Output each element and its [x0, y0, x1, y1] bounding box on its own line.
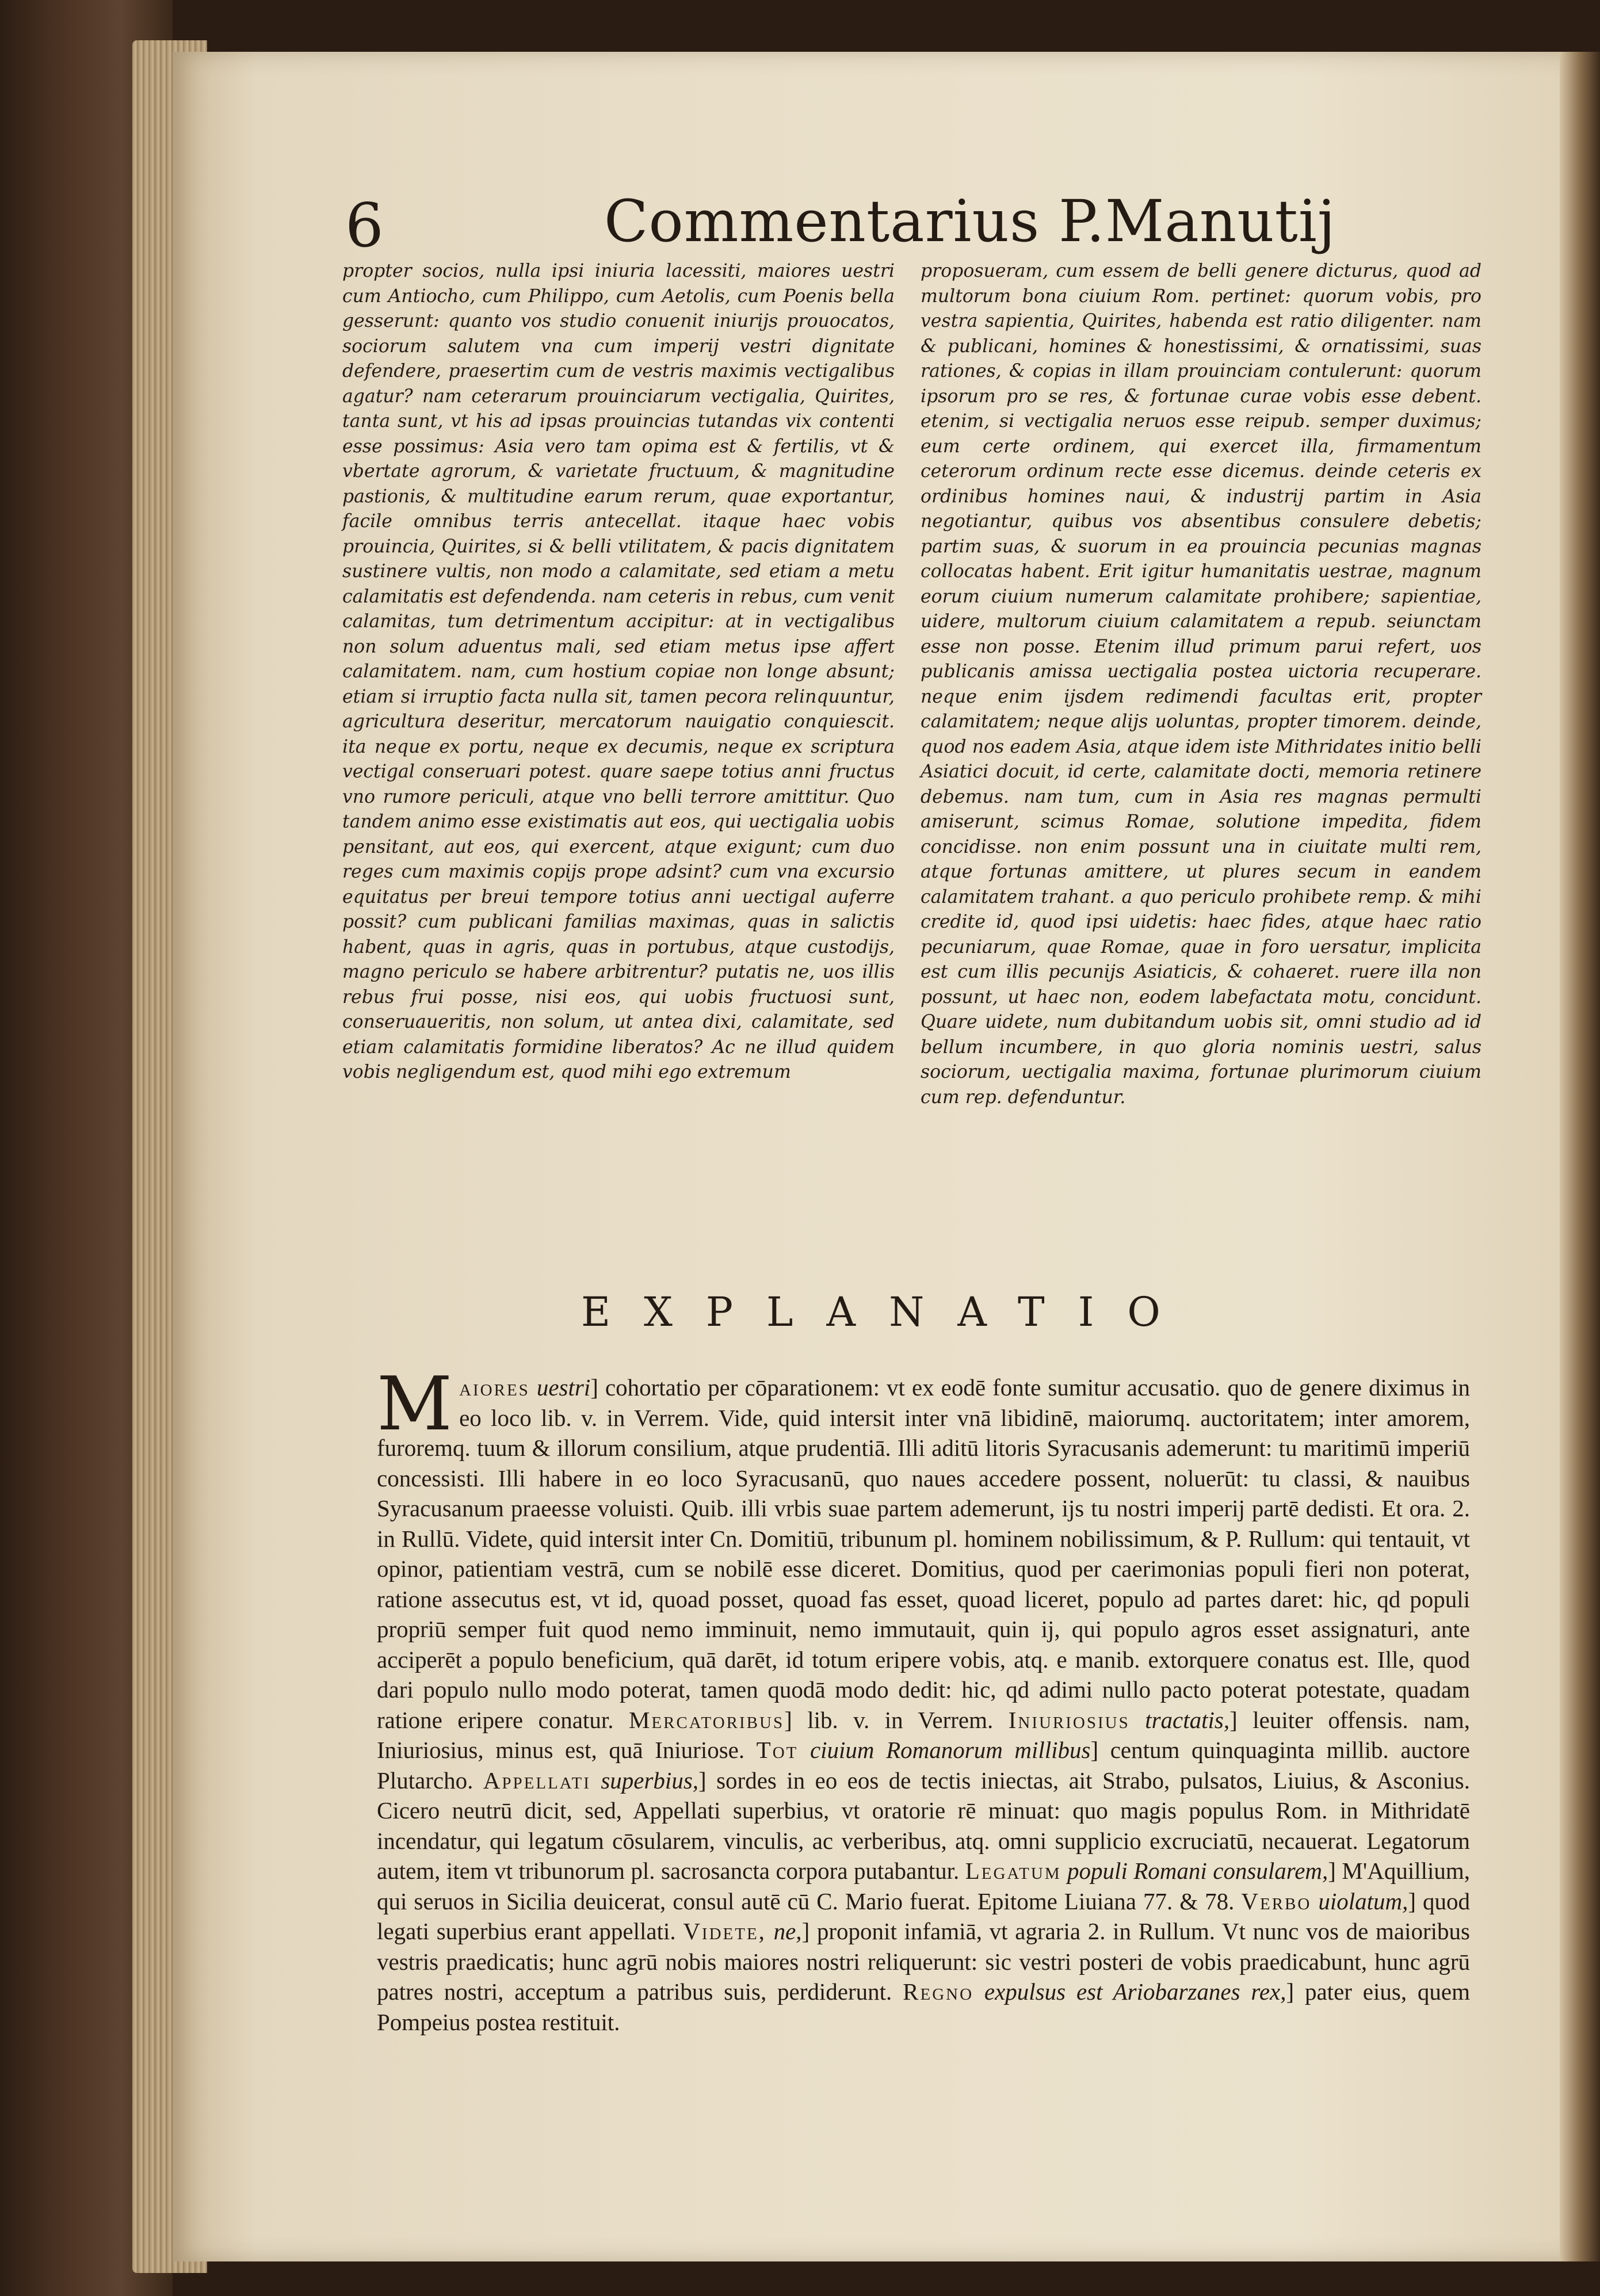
- lemma: Legatum: [965, 1858, 1061, 1884]
- section-heading: EXPLANATIO: [581, 1288, 1194, 1336]
- commentary-text: ] sordes in eo eos de tectis iniectas, ait Strabo, pulsatos, Liuius, & Asconius. Cicero neutrū dicit, sed, Appellati superbius, vt oratorie rē minuat: quo magis populus Rom. in Mithridatē incendatur, qui legatum cōsularem, vinculis, ac verberibus, atq. omni supplicio excruciatū, necauerat. Legatorum autem, item vt tribunorum pl. sacrosancta corpora putabantur.: [377, 1767, 1471, 1884]
- lemma-italic: superbius,: [601, 1767, 699, 1794]
- commentary-text: ] lib. v. in Verrem.: [784, 1706, 994, 1733]
- lemma-italic: uestri: [536, 1374, 591, 1401]
- lemma: Appellati: [483, 1767, 591, 1794]
- lemma-italic: tractatis,: [1145, 1706, 1230, 1733]
- commentary-text: ] M'Aquillium, qui seruos in Sicilia deuicerat, consul autē cū C. Mario fuerat. Epitome Liuiana 77. & 78.: [377, 1858, 1471, 1914]
- book-gutter: [1560, 52, 1600, 2261]
- lemma: Verbo: [1241, 1887, 1312, 1914]
- commentary-text: ] leuiter offensis. nam, Iniuriosius, minus est, quā Iniuriose.: [377, 1706, 1471, 1763]
- commentary-text: ] centum quinquaginta millib. auctore Plutarcho.: [377, 1737, 1470, 1794]
- page-number: 6: [345, 190, 384, 261]
- oration-right-column: proposueram, cum essem de belli genere dicturus, quod ad multorum bona ciuium Rom. pertinet: quorum vobis, pro vestra sapientia, Quirites, habenda est ratio diligenter. nam & publicani, homines & honestissimi, & ornatissimi, suas rationes, & copias in illam prouinciam contulerunt: quorum ipsorum pro se res, & fortunae curae vobis esse debent. etenim, si vectigalia neruos esse reipub. semper duximus; eum certe ordinem, qui exercet illa, firmamentum ceterorum ordinum recte esse dicemus. deinde ceteris ex ordinibus homines naui, & industrij partim in Asia negotiantur, quibus vos absentibus consulere debetis; partim suas, & suorum in ea prouincia pecunias magnas collocatas habent. Erit igitur humanitatis uestrae, magnum eorum ciuium numerum calamitate prohibere; sapientiae, uidere, multorum ciuium calamitatem a repub. seiunctam esse non posse. Etenim illud primum parui refert, uos publicanis amissa uectigalia postea uictoria recuperare. neque enim ijsdem redimendi facultas erit, propter calamitatem; neque alijs uoluntas, propter timorem. deinde, quod nos eadem Asia, atque idem iste Mithridates initio belli Asiatici docuit, id certe, calamitate docti, memoria retinere debemus. nam tum, cum in Asia res magnas permulti amiserunt, scimus Romae, solutione impedita, fidem concidisse. non enim possunt una in ciuitate multi rem, atque fortunas amittere, ut plures secum in eandem calamitatem trahant. a quo periculo prohibete remp. & mihi credite id, quod ipsi uidetis: haec fides, atque haec ratio pecuniarum, quae Romae, quae in foro uersatur, implicita est cum illis pecunijs Asiaticis, & cohaeret. ruere illa non possunt, ut haec non, eodem labefactata motu, concidunt. Quare uidete, num dubitandum uobis sit, omni studio ad id bellum incumbere, in quo gloria nominis uestri, salus sociorum, uectigalia maxima, fortunae plurimorum ciuium cum rep. defenduntur.: [921, 261, 1481, 1108]
- lemma: Tot: [756, 1737, 799, 1763]
- lemma-italic: uiolatum,: [1318, 1887, 1408, 1914]
- oration-left-column: propter socios, nulla ipsi iniuria lacessiti, maiores uestri cum Antiocho, cum Philippo, cum Aetolis, cum Poenis bella gesserunt: quanto vos studio conuenit iniurijs prouocatos, sociorum salutem vna cum imperij vestri dignitate defendere, praesertim cum de vestris maximis vectigalibus agatur? nam ceterarum prouinciarum vectigalia, Quirites, tanta sunt, vt his ad ipsas prouincias tutandas vix contenti esse possimus: Asia vero tam opima est & fertilis, vt & vbertate agrorum, & varietate fructuum, & magnitudine pastionis, & multitudine earum rerum, quae exportantur, facile omnibus terris antecellat. itaque haec vobis prouincia, Quirites, si & belli vtilitatem, & pacis dignitatem sustinere vultis, non modo a calamitate, sed etiam a metu calamitatis est defendenda. nam ceteris in rebus, cum venit calamitas, tum detrimentum accipitur: at in vectigalibus non solum aduentus mali, sed etiam metus ipse affert calamitatem. nam, cum hostium copiae non longe absunt; etiam si irruptio facta nulla sit, tamen pecora relinquuntur, agricultura deseritur, mercatorum nauigatio conquiescit. ita neque ex portu, neque ex decumis, neque ex scriptura vectigal conseruari potest. quare saepe totius anni fructus vno rumore periculi, atque vno belli terrore amittitur. Quo tandem animo esse existimatis aut eos, qui uectigalia uobis pensitant, aut eos, qui exercent, atque exigunt; cum duo reges cum maximis copijs prope adsint? cum vna excursio equitatus per breui tempore totius anni uectigal auferre possit? cum publicani familias maximas, quas in salictis habent, quas in agris, quas in portubus, atque custodijs, magno periculo se habere arbitrentur? putatis ne, uos illis rebus frui posse, nisi eos, qui uobis fructuosi sunt, conseruaueritis, non solum, ut antea dixi, calamitate, sed etiam calamitatis formidine liberatos? Ac ne illud quidem vobis negligendum est, quod mihi ego extremum: [342, 261, 895, 1082]
- commentary-text: ] quod legati superbius erant appellati.: [377, 1887, 1471, 1944]
- drop-cap: M: [377, 1361, 453, 1447]
- lemma: Mercatoribus: [628, 1706, 785, 1733]
- running-title: Commentarius P.Manutij: [604, 188, 1336, 255]
- commentary-block: [377, 1361, 1471, 2037]
- commentary-text: ] cohortatio per cōparationem: vt ex eodē fonte sumitur accusatio. quo de genere diximus in eo loco lib. v. in Verrem. Vide, quid intersit inter vnā libidinē, maiorumq. auctoritatem; inter amorem, furoremq. tuum & illorum consilium, atque prudentiā. Illi aditū litoris Syracusanis ademerunt: tu maritimū imperiū concessisti. Illi habere in eo loco Syracusanū, quo naues accedere possent, noluerūt: tu classi, & nauibus Syracusanum praeesse voluisti. Quib. illi vrbis suae partem ademerunt, ijs tu nostri imperij partē dedisti. Et ora. 2. in Rullū. Videte, quid intersit inter Cn. Domitiū, tribunum pl. hominem nobilissimum, & P. Rullum: qui tentauit, vt opinor, patientiam vestrā, cum se nobilē esse diceret. Domitius, quod per caerimonias populi fieri non poterat, ratione assecutus est, vt id, quoad posset, quoad fas esset, quoad liceret, populo ad partes daret: hic, qd populi propriū semper fuit quod nemo imminuit, nemo immutauit, quin ij, qui populo agros esset assignaturi, ante acciperēt a populo beneficium, quā darēt, id totum eripere vobis, atq. e manib. extorquere conatus est. Ille, quod dari populo nullo modo poterat, tamen quodā modo dedit: hic, qd adimi nullo pacto poterat potestate, quadam ratione eripere conatur.: [377, 1374, 1470, 1733]
- lemma: Iniuriosius: [1008, 1706, 1130, 1733]
- lemma-italic: populi Romani consularem,: [1067, 1858, 1328, 1884]
- commentary-text: ] proponit infamiā, vt agraria 2. in Rullum. Vt nunc vos de maioribus vestris praedicatis; hunc agrū nobis maiores nostri reliquerunt: sic vestri posteri de vobis praedicabunt, hunc agrū patres nostri, acceptum a patribus suis, perdiderunt.: [377, 1918, 1471, 2005]
- commentary-text: ] pater eius, quem Pompeius postea restituit.: [377, 1978, 1471, 2035]
- lemma: Regno: [903, 1978, 974, 2005]
- lemma: aiores: [459, 1374, 530, 1401]
- lemma-italic: ne,: [773, 1918, 802, 1944]
- lemma-italic: expulsus est Ariobarzanes rex,: [984, 1978, 1286, 2005]
- lemma-italic: ciuium Romanorum millibus: [809, 1737, 1091, 1763]
- lemma: Videte,: [683, 1918, 766, 1944]
